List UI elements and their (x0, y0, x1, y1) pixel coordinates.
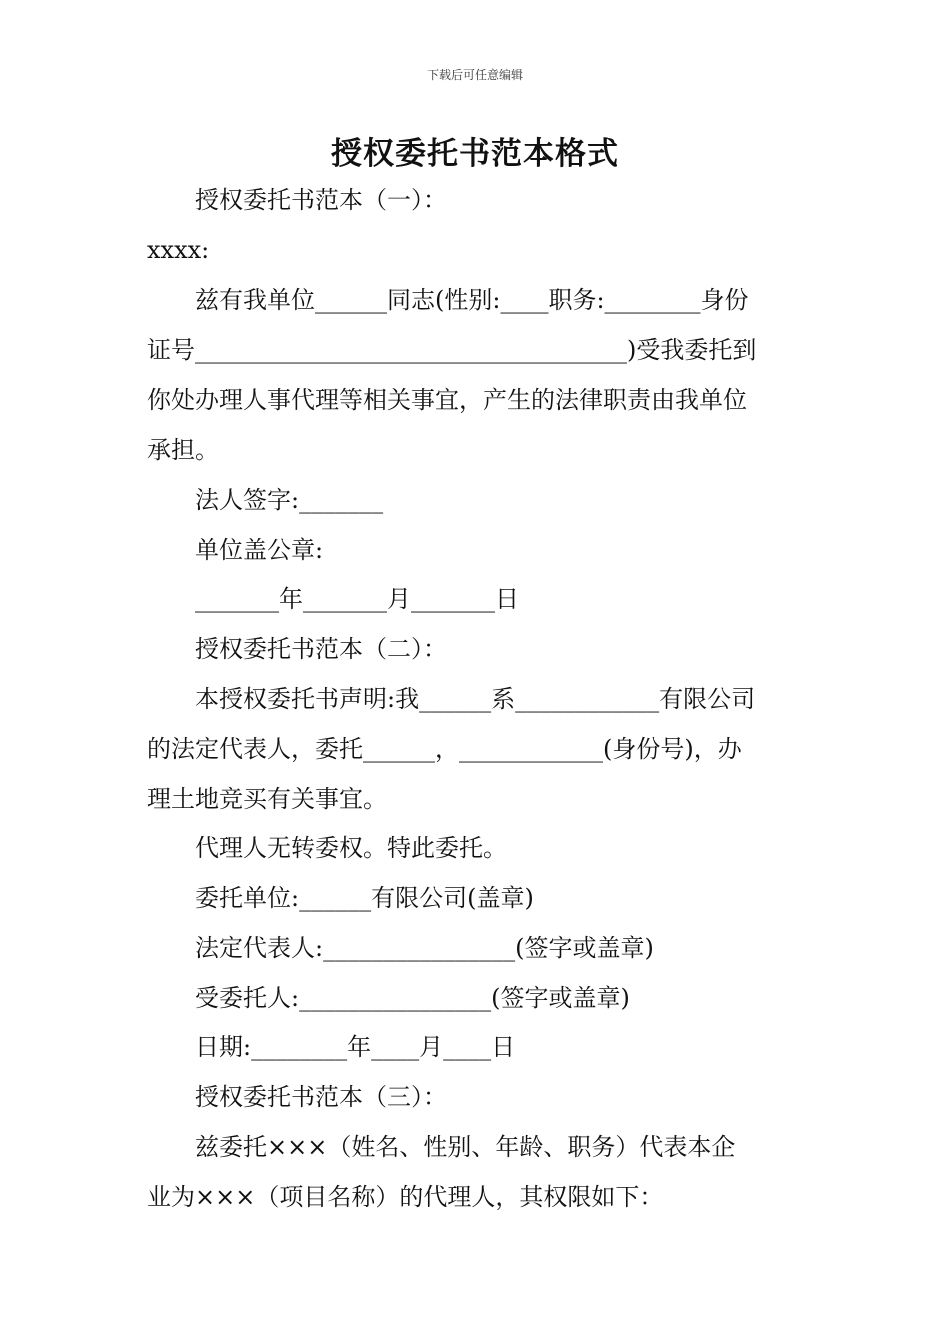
date-line: 日期:________年____月____日 (195, 1033, 516, 1061)
entrusting-unit-line: 委托单位:______有限公司(盖章) (195, 884, 534, 912)
paragraph-line: 承担。 (147, 436, 219, 464)
signature-line: 法人签字:_______ (195, 486, 384, 514)
paragraph-line: 业为×××（项目名称）的代理人，其权限如下： (147, 1183, 664, 1211)
paragraph-line: 的法定代表人，委托______，____________(身份号)，办 (147, 735, 742, 763)
section-1-heading: 授权委托书范本（一）： (195, 186, 447, 214)
paragraph-line: 代理人无转委权。特此委托。 (195, 834, 507, 862)
seal-line: 单位盖公章: (195, 536, 324, 564)
document-title: 授权委托书范本格式 (331, 136, 619, 172)
paragraph-line: 你处办理人事代理等相关事宜，产生的法律职责由我单位 (147, 386, 747, 414)
download-note: 下载后可任意编辑 (426, 68, 523, 82)
section-3-heading: 授权委托书范本（三）： (195, 1083, 447, 1111)
paragraph-line: 理土地竞买有关事宜。 (147, 785, 387, 813)
section-2-heading: 授权委托书范本（二）： (195, 635, 447, 663)
paragraph-line: 本授权委托书声明:我______系____________有限公司 (195, 685, 756, 713)
legal-rep-line: 法定代表人:________________(签字或盖章) (195, 934, 654, 962)
trustee-line: 受委托人:________________(签字或盖章) (195, 984, 630, 1012)
paragraph-line: 兹委托×××（姓名、性别、年龄、职务）代表本企 (195, 1133, 736, 1161)
paragraph-line: 证号____________________________________)受我委托到 (147, 336, 757, 364)
addressee-line: xxxx: (147, 236, 210, 264)
paragraph-line: 兹有我单位______同志(性别:____职务:________身份 (195, 286, 749, 314)
date-line: _______年_______月_______日 (195, 585, 519, 613)
